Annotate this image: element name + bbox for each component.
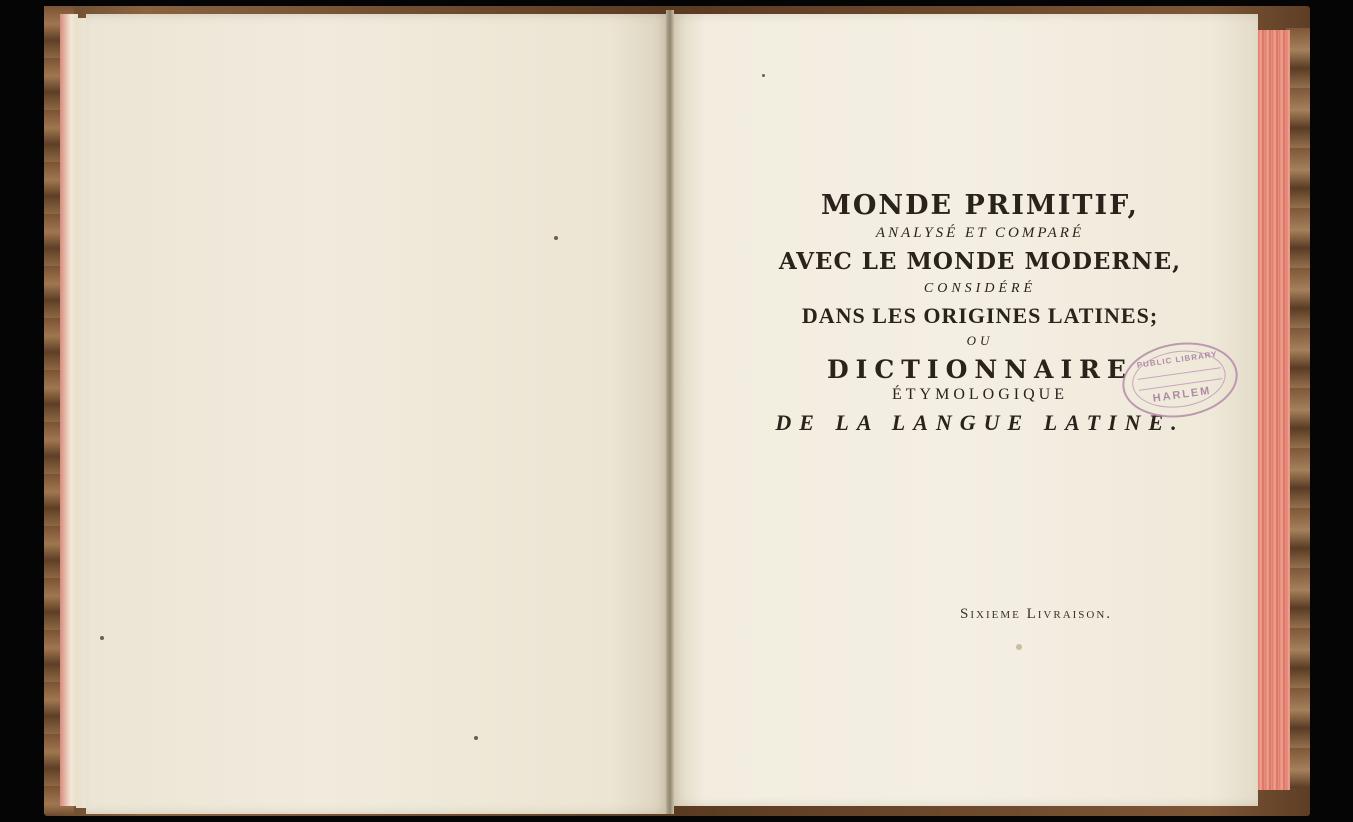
title-line-origines-latines: DANS LES ORIGINES LATINES; — [801, 303, 1159, 328]
paper-speck — [554, 236, 558, 240]
stamp-top-text: PUBLIC LIBRARY — [1136, 349, 1219, 370]
title-line-dictionnaire: DICTIONNAIRE — [827, 355, 1133, 384]
title-line-monde-primitif: MONDE PRIMITIF, — [821, 190, 1139, 221]
right-page-edge-red — [1258, 30, 1290, 790]
paper-speck — [474, 736, 478, 740]
paper-speck — [100, 636, 104, 640]
title-line-considere: CONSIDÉRÉ — [923, 281, 1037, 296]
paper-speck — [762, 74, 765, 77]
title-line-etymologique: ÉTYMOLOGIQUE — [892, 386, 1068, 403]
title-line-langue-latine: DE LA LANGUE LATINE. — [775, 410, 1185, 435]
livraison-note: Sixieme Livraison. — [960, 606, 1113, 622]
blank-left-page — [86, 14, 670, 814]
title-line-analyse: ANALYSÉ ET COMPARÉ — [875, 225, 1085, 241]
paper-speck — [1016, 644, 1022, 650]
stamp-bottom-text: HARLEM — [1152, 384, 1213, 405]
title-line-monde-moderne: AVEC LE MONDE MODERNE, — [778, 248, 1182, 275]
book-gutter — [666, 10, 674, 814]
title-line-ou: OU — [966, 333, 994, 348]
